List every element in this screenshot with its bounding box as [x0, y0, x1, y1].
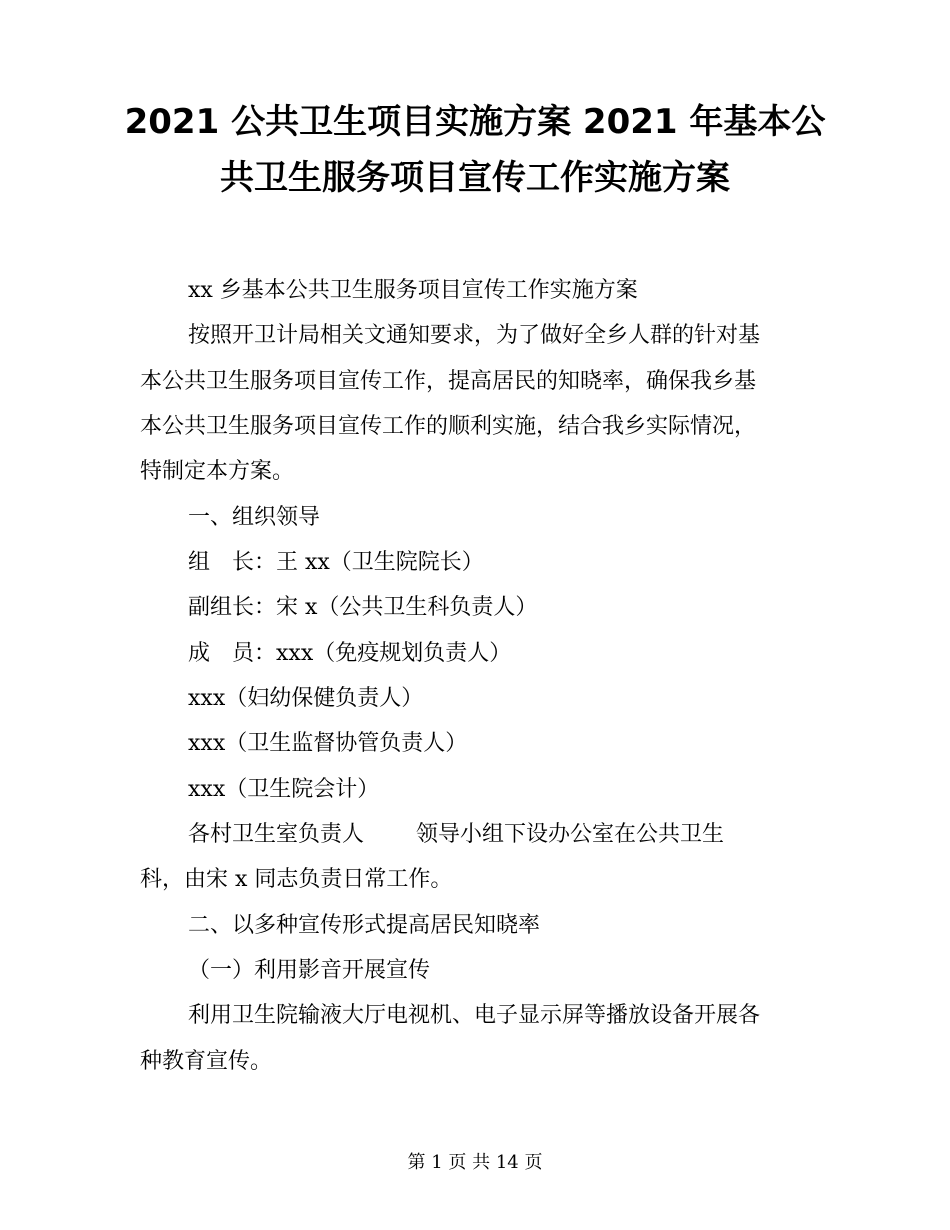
subsection-1-heading: （一）利用影音开展宣传: [188, 958, 431, 983]
office-setup-text: 领导小组下设办公室在公共卫生: [416, 822, 725, 847]
office-line-1: [188, 821, 724, 850]
subsection-1-body-line-1: 利用卫生院输液大厅电视机、电子显示屏等播放设备开展各: [188, 1003, 761, 1028]
team-member-2: xxx（妇幼保健负责人）: [188, 686, 424, 711]
team-member-3: xxx（卫生监督协管负责人）: [188, 731, 468, 756]
team-leader: 组 长：王 xx（卫生院院长）: [188, 550, 484, 575]
plan-subtitle: xx 乡基本公共卫生服务项目宣传工作实施方案: [188, 278, 638, 303]
subsection-1-body-line-2: 种教育宣传。: [140, 1049, 273, 1074]
village-clinic-heads: 各村卫生室负责人: [188, 822, 365, 847]
document-title-line-2: 共卫生服务项目宣传工作实施方案: [220, 158, 730, 198]
intro-line-2: 本公共卫生服务项目宣传工作，提高居民的知晓率，确保我乡基: [140, 369, 757, 394]
section-1-heading: 一、组织领导: [188, 505, 321, 530]
section-2-heading: 二、以多种宣传形式提高居民知晓率: [188, 913, 541, 938]
intro-line-1: 按照开卫计局相关文通知要求，为了做好全乡人群的针对基: [188, 323, 761, 348]
team-deputy-leader: 副组长：宋 x（公共卫生科负责人）: [188, 595, 538, 620]
team-member-1: 成 员：xxx（免疫规划负责人）: [188, 641, 512, 666]
team-member-4: xxx（卫生院会计）: [188, 777, 380, 802]
intro-line-4: 特制定本方案。: [140, 459, 295, 484]
intro-line-3: 本公共卫生服务项目宣传工作的顺利实施，结合我乡实际情况，: [140, 414, 757, 439]
page-footer: 第 1 页 共 14 页: [407, 1152, 543, 1173]
office-line-2: 科，由宋 x 同志负责日常工作。: [140, 867, 453, 892]
document-title-line-1: 2021 公共卫生项目实施方案 2021 年基本公: [124, 102, 826, 142]
